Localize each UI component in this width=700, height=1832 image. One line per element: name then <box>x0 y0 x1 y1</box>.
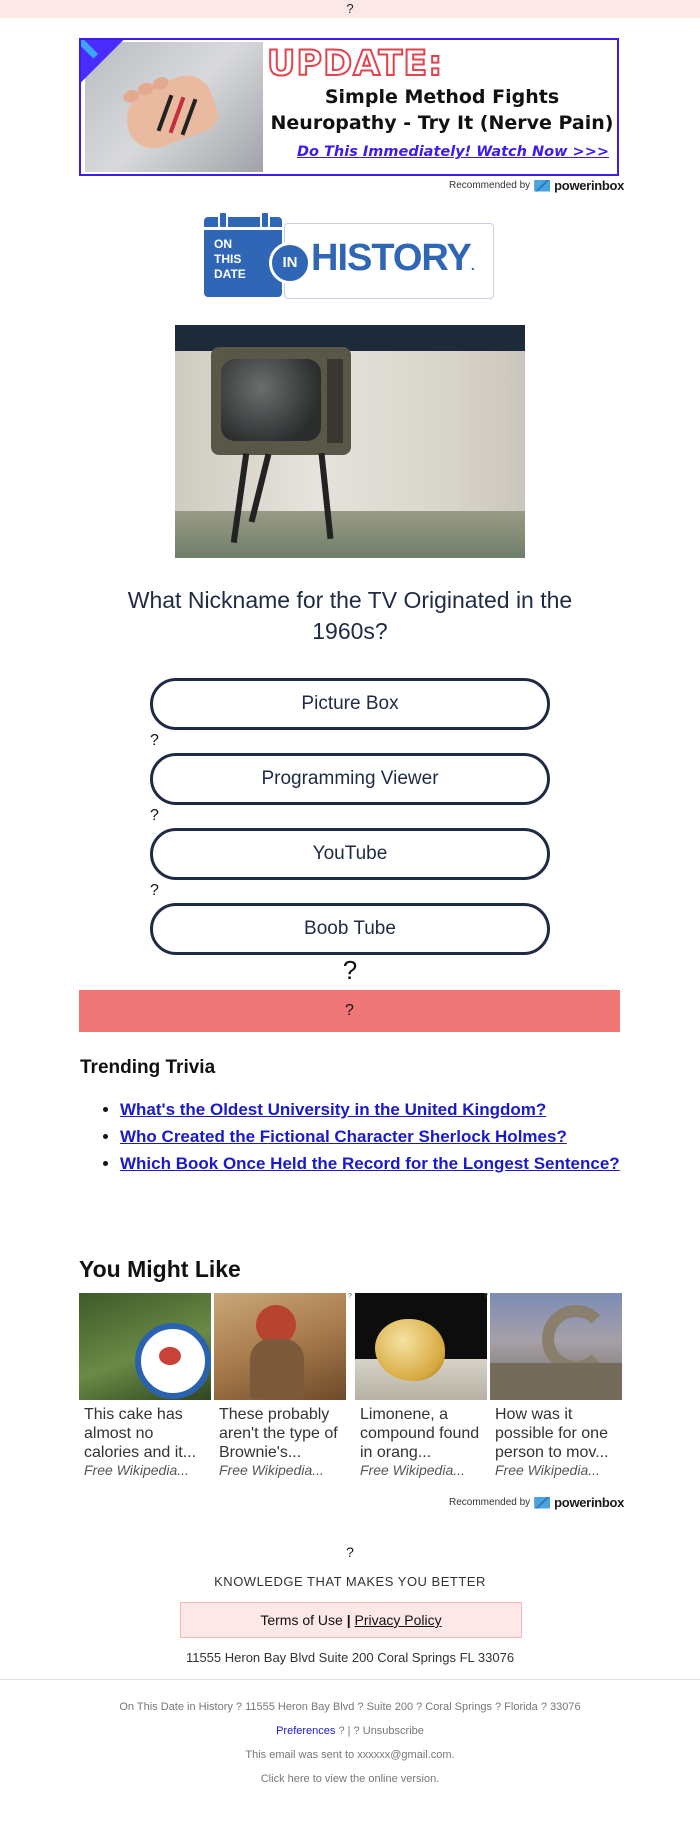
terms-bar <box>180 1602 522 1638</box>
trending-heading: Trending Trivia <box>80 1057 216 1078</box>
red-banner: ? <box>79 990 620 1032</box>
ad-banner[interactable] <box>79 38 619 176</box>
trending-link[interactable]: Who Created the Fictional Character Sherlock Holmes? <box>120 1127 567 1146</box>
trending-link[interactable]: Which Book Once Held the Record for the Longest Sentence? <box>120 1154 620 1173</box>
you-might-like-heading: You Might Like <box>79 1256 241 1282</box>
toe <box>151 75 170 92</box>
ad-foot-image[interactable] <box>85 42 263 172</box>
recommended-card[interactable] <box>79 1293 211 1478</box>
unsubscribe-link[interactable]: Unsubscribe <box>362 1725 424 1737</box>
powerinbox-brand: powerinbox <box>554 178 625 193</box>
card-corner-mark: ? <box>348 1293 352 1300</box>
card-title[interactable]: This cake has almost no calories and it... <box>84 1406 197 1461</box>
tv-body <box>211 347 351 455</box>
big-separator: ? <box>342 955 358 985</box>
tv-screen <box>221 359 321 441</box>
answer-button-programming-viewer[interactable]: Programming Viewer <box>150 753 550 805</box>
ad-cta-link[interactable]: Do This Immediately! Watch Now >>> <box>296 144 609 160</box>
recommended-label: Recommended by <box>449 1497 531 1508</box>
recommended-by-widget[interactable] <box>449 1495 624 1510</box>
ad-headline[interactable]: UPDATE: <box>267 44 444 84</box>
ad-subheadline[interactable]: Simple Method Fights Neuropathy - Try It (Nerve Pain) <box>270 86 614 134</box>
tv-control-panel <box>327 359 343 443</box>
footer-tagline: KNOWLEDGE THAT MAKES YOU BETTER <box>214 1574 486 1589</box>
card-source[interactable]: Free Wikipedia... <box>360 1462 465 1478</box>
logo-calendar-text: ON THIS DATE <box>214 237 246 281</box>
sent-to-line: This email was sent to xxxxxx@gmail.com. <box>245 1749 455 1761</box>
top-preheader: ? <box>0 0 700 18</box>
privacy-policy-link[interactable]: Privacy Policy <box>354 1612 442 1628</box>
quiz-question: What Nickname for the TV Originated in the 1960s? <box>127 587 573 644</box>
online-version-link[interactable]: Click here to view the online version. <box>260 1773 440 1785</box>
answer-button-picture-box[interactable]: Picture Box <box>150 678 550 730</box>
footer-separator: ? <box>346 1544 354 1560</box>
fruit-shape <box>375 1319 445 1381</box>
card-source[interactable]: Free Wikipedia... <box>219 1462 324 1478</box>
preferences-link[interactable]: Preferences <box>276 1725 336 1737</box>
card-title[interactable]: These probably aren't the type of Brownie's... <box>219 1406 338 1461</box>
trending-list <box>86 1096 650 1177</box>
footer-address: 11555 Heron Bay Blvd Suite 200 Coral Springs FL 33076 <box>185 1650 515 1665</box>
photo-floor <box>175 511 525 558</box>
recommended-card[interactable] <box>355 1293 487 1478</box>
card-source[interactable]: Free Wikipedia... <box>495 1462 600 1478</box>
terms-of-use-link[interactable]: Terms of Use <box>260 1612 343 1628</box>
card-corner-mark: ? <box>484 1293 488 1300</box>
answer-button-youtube[interactable]: YouTube <box>150 828 550 880</box>
foot-shape <box>117 68 222 155</box>
company-line: On This Date in History ? 11555 Heron Bay Blvd ? Suite 200 ? Coral Springs ? Florida ? 33076 <box>119 1701 581 1713</box>
history-dot: . <box>470 257 474 273</box>
food-shape <box>159 1347 181 1365</box>
recommended-label: Recommended by <box>449 180 531 191</box>
card-image-cake[interactable] <box>79 1293 211 1400</box>
logo-history-text <box>311 237 474 280</box>
figure-shape <box>250 1339 304 1399</box>
history-word: HISTORY <box>311 237 471 279</box>
calendar-divider <box>204 227 282 230</box>
answer-button-boob-tube[interactable]: Boob Tube <box>150 903 550 955</box>
trending-item <box>120 1150 650 1177</box>
answer-separator: ? <box>150 882 159 899</box>
trending-item <box>120 1096 650 1123</box>
recommended-by-ad[interactable] <box>449 178 624 193</box>
powerinbox-brand: powerinbox <box>554 1495 625 1510</box>
card-image-limonene[interactable] <box>355 1293 487 1400</box>
footer-divider <box>0 1679 700 1680</box>
trending-item <box>120 1123 650 1150</box>
online-version-line <box>0 1773 700 1785</box>
preferences-separator: ? | ? <box>338 1725 360 1737</box>
answer-separator: ? <box>150 732 159 749</box>
recommended-card[interactable] <box>490 1293 622 1478</box>
stone-wall <box>490 1363 622 1400</box>
powerinbox-icon <box>534 180 550 192</box>
card-title[interactable]: Limonene, a compound found in orang... <box>360 1406 480 1461</box>
vintage-tv-photo <box>175 325 525 558</box>
recommended-card[interactable] <box>214 1293 346 1478</box>
trending-link[interactable]: What's the Oldest University in the United Kingdom? <box>120 1100 547 1119</box>
site-logo[interactable] <box>202 213 492 298</box>
card-source[interactable]: Free Wikipedia... <box>84 1462 189 1478</box>
card-image-coral-castle[interactable] <box>490 1293 622 1400</box>
terms-separator: | <box>346 1612 351 1628</box>
answer-separator: ? <box>150 807 159 824</box>
card-image-brownie[interactable] <box>214 1293 346 1400</box>
powerinbox-icon <box>534 1497 550 1509</box>
card-title[interactable]: How was it possible for one person to mov... <box>495 1406 609 1461</box>
preferences-line <box>0 1725 700 1737</box>
logo-in-badge: IN <box>269 242 311 284</box>
